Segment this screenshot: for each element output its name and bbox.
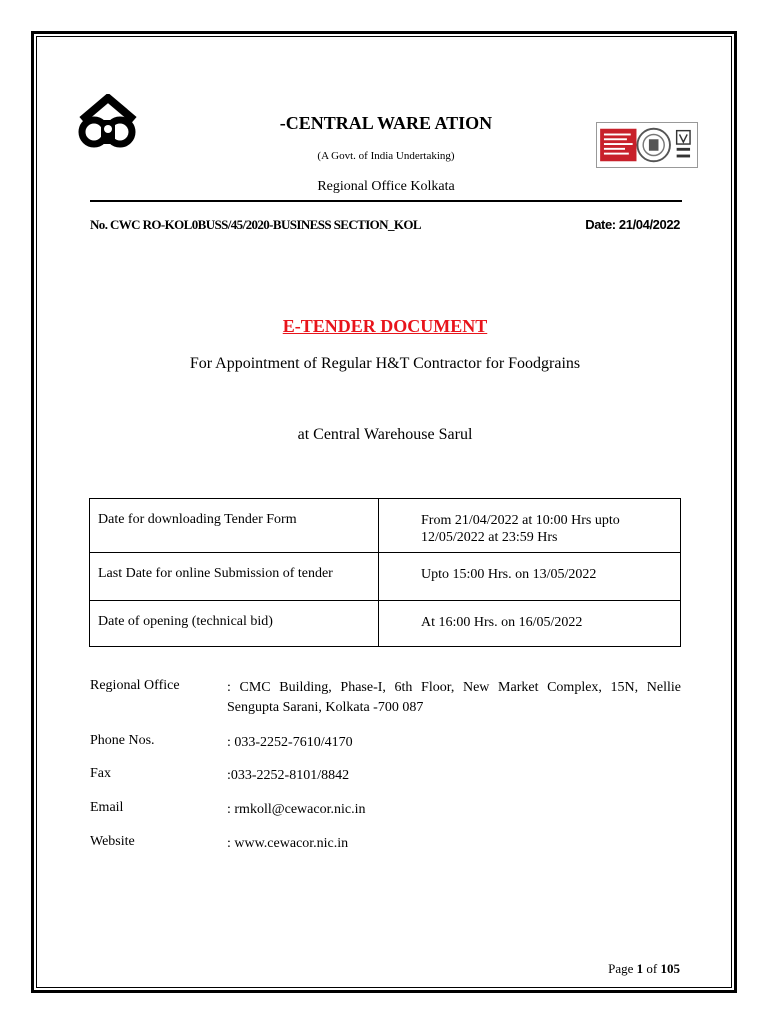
schedule-value: At 16:00 Hrs. on 16/05/2022 bbox=[379, 601, 681, 647]
email-label: Email bbox=[90, 800, 124, 815]
table-row bbox=[90, 601, 681, 647]
regional-office-address: : CMC Building, Phase-I, 6th Floor, New Market Complex, 15N, Nellie Sengupta Sarani, Kolkata -700 087 bbox=[227, 680, 681, 715]
page-of: of bbox=[646, 961, 658, 976]
certification-badge-icon bbox=[596, 122, 698, 168]
website-value[interactable]: : www.cewacor.nic.in bbox=[227, 836, 349, 851]
table-row bbox=[90, 499, 681, 553]
document-title: E-TENDER DOCUMENT bbox=[282, 316, 488, 336]
schedule-label: Date for downloading Tender Form bbox=[90, 499, 379, 553]
document-subject-line-1: For Appointment of Regular H&T Contractor for Foodgrains bbox=[189, 355, 581, 372]
header-divider bbox=[90, 200, 682, 202]
table-row bbox=[90, 553, 681, 601]
org-subtitle: (A Govt. of India Undertaking) bbox=[317, 150, 455, 162]
regional-office-label: Regional Office bbox=[90, 678, 180, 693]
fax-label: Fax bbox=[90, 766, 111, 781]
regional-office-heading: Regional Office Kolkata bbox=[317, 179, 455, 194]
reference-number: No. CWC RO-KOL0BUSS/45/2020-BUSINESS SECTION_KOL bbox=[90, 217, 421, 232]
cwc-logo-icon bbox=[74, 94, 142, 150]
page-number bbox=[608, 961, 680, 977]
document-subject-line-2: at Central Warehouse Sarul bbox=[297, 426, 473, 443]
document-date: Date: 21/04/2022 bbox=[585, 217, 680, 232]
schedule-value: From 21/04/2022 at 10:00 Hrs upto 12/05/2022 at 23:59 Hrs bbox=[379, 499, 681, 553]
page-prefix: Page bbox=[608, 961, 634, 976]
schedule-label: Last Date for online Submission of tender bbox=[90, 553, 379, 601]
tender-schedule-table bbox=[89, 498, 681, 647]
phone-label: Phone Nos. bbox=[90, 733, 155, 748]
email-value[interactable]: : rmkoll@cewacor.nic.in bbox=[227, 802, 366, 817]
page-total: 105 bbox=[660, 961, 680, 976]
fax-value: :033-2252-8101/8842 bbox=[227, 768, 350, 783]
schedule-value: Upto 15:00 Hrs. on 13/05/2022 bbox=[379, 553, 681, 601]
page-current: 1 bbox=[636, 961, 644, 976]
org-name: -CENTRAL WARE ATION bbox=[279, 113, 493, 133]
phone-value: : 033-2252-7610/4170 bbox=[227, 735, 353, 750]
website-label: Website bbox=[90, 834, 135, 849]
schedule-label: Date of opening (technical bid) bbox=[90, 601, 379, 647]
